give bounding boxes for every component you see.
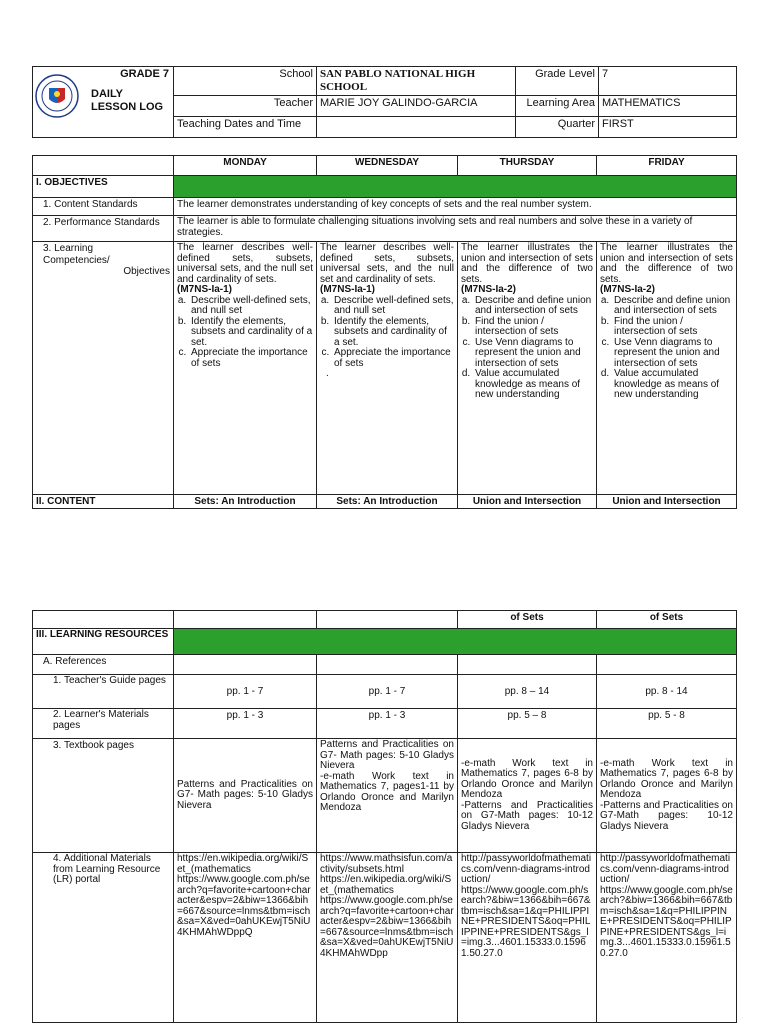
wednesday-objective-c: c. Appreciate the importance of sets	[332, 348, 454, 369]
tg-thursday: pp. 8 – 14	[458, 675, 597, 709]
textbook-monday: Patterns and Practicalities on G7- Math pages: 5-10 Gladys Nievera	[174, 739, 317, 853]
learning-area-label: Learning Area	[516, 96, 599, 117]
monday-objective-a: a. Describe well-defined sets, and null set	[189, 296, 313, 317]
additional-materials-label: 4. Additional Materials from Learning Resource (LR) portal	[33, 853, 174, 1023]
day-thursday: THURSDAY	[458, 156, 597, 176]
wednesday-objectives	[317, 242, 458, 495]
additional-thursday: http://passyworldofmathematics.com/venn-diagrams-introduction/ https://www.google.com.ph/search?&biw=1366&bih=667&tbm=isch&sa=1&q=PHILIPPINE+PRESIDENTS&oq=PHILIPPINE+PRESIDENTS&gs_l=img.3...4601.15333.0.15961.50.27.0	[458, 853, 597, 1023]
thursday-objectives	[458, 242, 597, 495]
additional-friday: http://passyworldofmathematics.com/venn-diagrams-introduction/ https://www.google.com.ph/search?&biw=1366&bih=667&tbm=isch&sa=1&q=PHILIPPINE+PRESIDENTS&oq=PHILIPPINE+PRESIDENTS&gs_l=img.3...4601.15333.0.15961.50.27.0	[597, 853, 737, 1023]
lm-monday: pp. 1 - 3	[174, 709, 317, 739]
wednesday-objective-b: b. Identify the elements, subsets and cardinality of a set.	[332, 317, 454, 349]
content-standards-text: The learner demonstrates understanding of key concepts of sets and the real number system.	[174, 198, 737, 216]
lm-wednesday: pp. 1 - 3	[317, 709, 458, 739]
friday-code: (M7NS-Ia-2)	[600, 284, 656, 295]
friday-intro: The learner illustrates the union and intersection of sets and the difference of two sets.	[600, 242, 733, 285]
lm-thursday: pp. 5 – 8	[458, 709, 597, 739]
objectives-green-band	[174, 176, 737, 198]
competencies-label	[33, 242, 174, 495]
deped-seal	[35, 74, 79, 122]
school-value: SAN PABLO NATIONAL HIGH SCHOOL	[317, 67, 516, 96]
monday-objectives	[174, 242, 317, 495]
content-standards-label: 1. Content Standards	[33, 198, 174, 216]
textbook-thursday: -e-math Work text in Mathematics 7, pages 6-8 by Orlando Oronce and Marilyn Mendoza -Patterns and Practicalities on G7-Math pages: 10-12 Gladys Nievera	[458, 739, 597, 853]
grade-level-label: Grade Level	[516, 67, 599, 96]
cont-blank-1	[33, 611, 174, 629]
cont-blank-2	[174, 611, 317, 629]
monday-objective-b: b. Identify the elements, subsets and cardinality of a set.	[189, 317, 313, 349]
dates-value	[317, 117, 516, 138]
content-friday: Union and Intersection	[597, 495, 737, 509]
resources-green-band	[174, 629, 737, 655]
school-logo-cell	[33, 67, 174, 138]
grade-label: GRADE 7	[120, 68, 169, 80]
content-thursday: Union and Intersection	[458, 495, 597, 509]
additional-monday: https://en.wikipedia.org/wiki/Set_(mathematics https://www.google.com.ph/search?q=favorite+cartoon+character&espv=2&biw=1366&bih=667&source=lnms&tbm=isch&sa=X&ved=0ahUKEwjT5NiU4KHMAhWDppQ	[174, 853, 317, 1023]
teacher-label: Teacher	[174, 96, 317, 117]
thursday-objective-b: b. Find the union / intersection of sets	[473, 317, 593, 338]
content-monday: Sets: An Introduction	[174, 495, 317, 509]
learning-area-value: MATHEMATICS	[599, 96, 737, 117]
tg-monday: pp. 1 - 7	[174, 675, 317, 709]
teacher-value: MARIE JOY GALINDO-GARCIA	[317, 96, 516, 117]
teachers-guide-label: 1. Teacher's Guide pages	[33, 675, 174, 709]
competencies-label-objectives: Objectives	[123, 266, 170, 277]
dates-label: Teaching Dates and Time	[174, 117, 317, 138]
dll-title: DAILY LESSON LOG	[91, 88, 164, 113]
ref-blank-1	[174, 655, 317, 675]
blank-corner	[33, 156, 174, 176]
tg-wednesday: pp. 1 - 7	[317, 675, 458, 709]
performance-standards-label: 2. Performance Standards	[33, 216, 174, 242]
day-wednesday: WEDNESDAY	[317, 156, 458, 176]
header-table	[32, 66, 737, 138]
quarter-label: Quarter	[516, 117, 599, 138]
friday-objective-b: b. Find the union / intersection of sets	[612, 317, 733, 338]
day-friday: FRIDAY	[597, 156, 737, 176]
additional-wednesday: https://www.mathsisfun.com/activity/subsets.html https://en.wikipedia.org/wiki/Set_(mathematics https://www.google.com.ph/search?q=favorite+cartoon+character&espv=2&biw=1366&bih=667&source=lnms&tbm=isch&sa=X&ved=0ahUKEwjT5NiU4KHMAhWDpp	[317, 853, 458, 1023]
quarter-value: FIRST	[599, 117, 737, 138]
content-thursday-cont: of Sets	[458, 611, 597, 629]
thursday-intro: The learner illustrates the union and intersection of sets and the difference of two sets.	[461, 242, 593, 285]
friday-objectives	[597, 242, 737, 495]
thursday-code: (M7NS-Ia-2)	[461, 284, 517, 295]
textbook-label: 3. Textbook pages	[33, 739, 174, 853]
school-label: School	[174, 67, 317, 96]
objectives-heading: I. OBJECTIVES	[33, 176, 174, 198]
ref-blank-4	[597, 655, 737, 675]
day-monday: MONDAY	[174, 156, 317, 176]
thursday-objective-d: d. Value accumulated knowledge as means of new understanding	[473, 369, 593, 401]
wednesday-trailing: .	[326, 368, 329, 379]
ref-blank-2	[317, 655, 458, 675]
references-label: A. References	[33, 655, 174, 675]
monday-code: (M7NS-Ia-1)	[177, 284, 233, 295]
objectives-table	[32, 155, 737, 509]
thursday-objective-c: c. Use Venn diagrams to represent the union and intersection of sets	[473, 338, 593, 370]
monday-objective-c: c. Appreciate the importance of sets	[189, 348, 313, 369]
resources-heading: III. LEARNING RESOURCES	[33, 629, 174, 655]
grade-level-value: 7	[599, 67, 737, 96]
resources-table	[32, 610, 737, 1023]
textbook-friday: -e-math Work text in Mathematics 7, pages 6-8 by Orlando Oronce and Marilyn Mendoza -Patterns and Practicalities on G7-Math pages: 10-12 Gladys Nievera	[597, 739, 737, 853]
friday-objective-d: d. Value accumulated knowledge as means of new understanding	[612, 369, 733, 401]
learners-materials-label: 2. Learner's Materials pages	[33, 709, 174, 739]
thursday-objective-a: a. Describe and define union and intersection of sets	[473, 296, 593, 317]
content-wednesday: Sets: An Introduction	[317, 495, 458, 509]
wednesday-objective-a: a. Describe well-defined sets, and null set	[332, 296, 454, 317]
ref-blank-3	[458, 655, 597, 675]
tg-friday: pp. 8 - 14	[597, 675, 737, 709]
content-friday-cont: of Sets	[597, 611, 737, 629]
cont-blank-3	[317, 611, 458, 629]
performance-standards-text: The learner is able to formulate challenging situations involving sets and real numbers and solve these in a variety of strategies.	[174, 216, 737, 242]
wednesday-intro: The learner describes well-defined sets, subsets, universal sets, and the null set and cardinality of sets.	[320, 242, 454, 285]
wednesday-code: (M7NS-Ia-1)	[320, 284, 376, 295]
competencies-label-main: 3. Learning Competencies/	[43, 243, 110, 266]
lm-friday: pp. 5 - 8	[597, 709, 737, 739]
monday-intro: The learner describes well-defined sets, subsets, universal sets, and the null set and cardinality of sets.	[177, 242, 313, 285]
textbook-wednesday: Patterns and Practicalities on G7- Math pages: 5-10 Gladys Nievera -e-math Work text in Mathematics 7, pages1-11 by Orlando Oronce and Marilyn Mendoza	[317, 739, 458, 853]
friday-objective-a: a. Describe and define union and intersection of sets	[612, 296, 733, 317]
content-heading: II. CONTENT	[33, 495, 174, 509]
friday-objective-c: c. Use Venn diagrams to represent the union and intersection of sets	[612, 338, 733, 370]
